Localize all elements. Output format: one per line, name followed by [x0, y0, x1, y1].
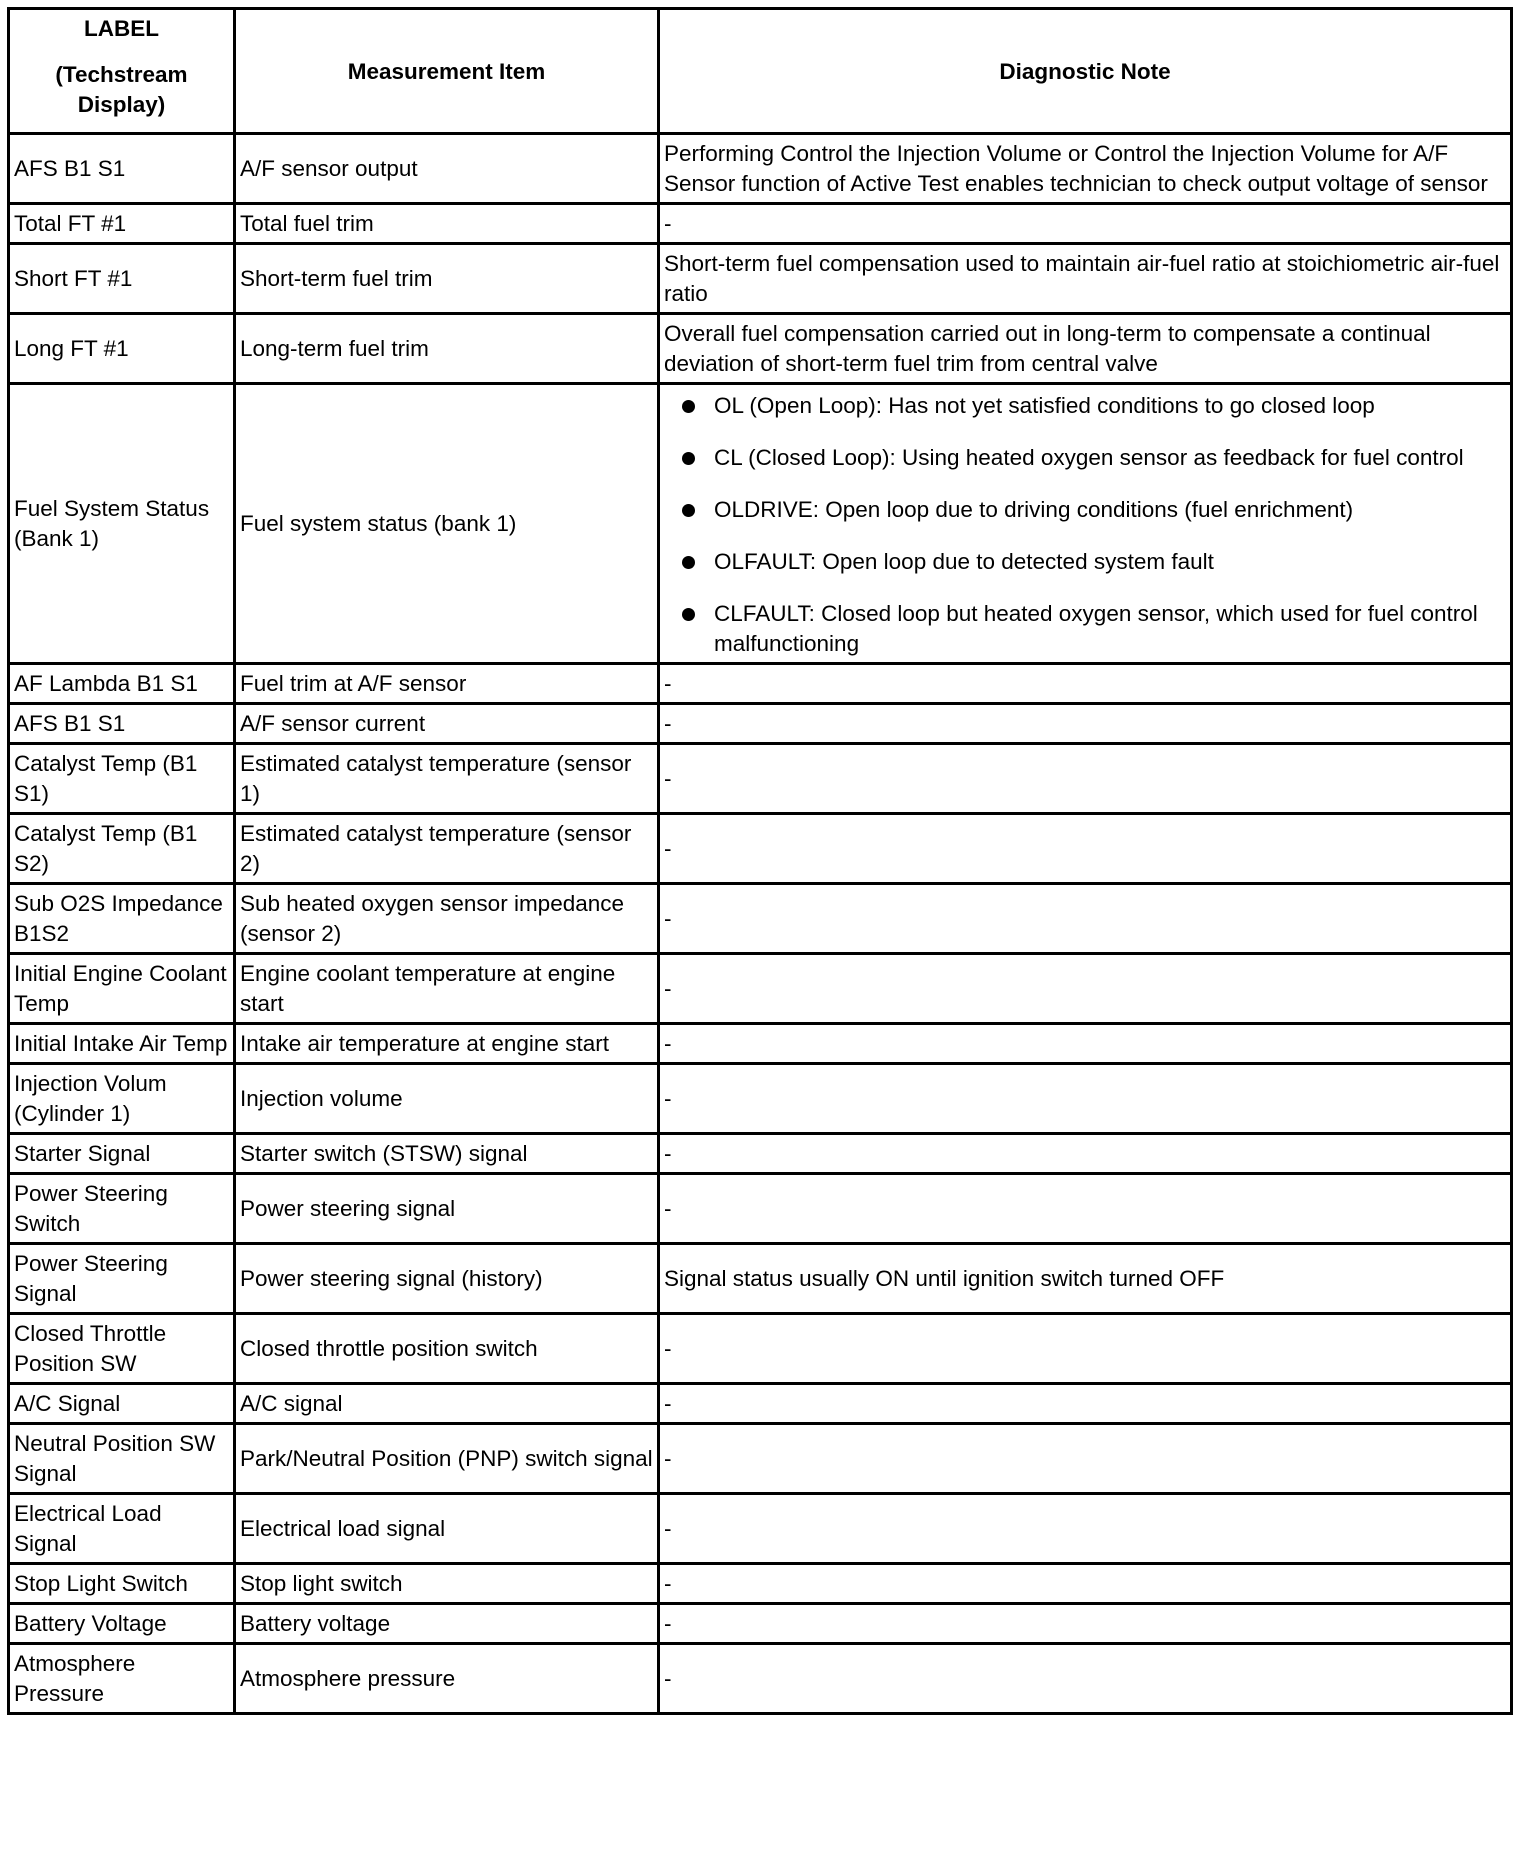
label-cell: Battery Voltage	[9, 1604, 235, 1644]
note-cell: -	[659, 664, 1512, 704]
table-row	[9, 1494, 1512, 1564]
list-item-text: OLDRIVE: Open loop due to driving conditions (fuel enrichment)	[714, 497, 1354, 522]
measurement-cell: Intake air temperature at engine start	[235, 1024, 659, 1064]
label-cell: Injection Volum (Cylinder 1)	[9, 1064, 235, 1134]
label-cell: AFS B1 S1	[9, 134, 235, 204]
note-cell: -	[659, 1174, 1512, 1244]
table-row	[9, 954, 1512, 1024]
table-row	[9, 1644, 1512, 1714]
bullet-icon	[682, 452, 695, 465]
table-row	[9, 1064, 1512, 1134]
measurement-cell: Total fuel trim	[235, 204, 659, 244]
label-cell: Stop Light Switch	[9, 1564, 235, 1604]
table-row	[9, 704, 1512, 744]
note-cell: -	[659, 1064, 1512, 1134]
label-cell: Initial Intake Air Temp	[9, 1024, 235, 1064]
label-cell: Closed Throttle Position SW	[9, 1314, 235, 1384]
label-cell: Short FT #1	[9, 244, 235, 314]
measurement-cell: Engine coolant temperature at engine start	[235, 954, 659, 1024]
note-cell: Performing Control the Injection Volume or Control the Injection Volume for A/F Sensor function of Active Test enables technician to check output voltage of sensor	[659, 134, 1512, 204]
bullet-icon	[682, 504, 695, 517]
measurement-cell: Long-term fuel trim	[235, 314, 659, 384]
label-cell: Electrical Load Signal	[9, 1494, 235, 1564]
note-cell: -	[659, 884, 1512, 954]
list-item-text: CLFAULT: Closed loop but heated oxygen sensor, which used for fuel control malfunctioning	[714, 601, 1478, 656]
measurement-cell: Short-term fuel trim	[235, 244, 659, 314]
table-row	[9, 244, 1512, 314]
label-cell: AFS B1 S1	[9, 704, 235, 744]
table-row	[9, 1024, 1512, 1064]
list-item	[664, 391, 1506, 421]
note-cell: -	[659, 744, 1512, 814]
measurement-cell: Atmosphere pressure	[235, 1644, 659, 1714]
list-item	[664, 599, 1506, 659]
measurement-cell: A/F sensor current	[235, 704, 659, 744]
note-cell: -	[659, 954, 1512, 1024]
measurement-cell: A/F sensor output	[235, 134, 659, 204]
table-row	[9, 1424, 1512, 1494]
note-cell	[659, 384, 1512, 664]
note-cell: -	[659, 1424, 1512, 1494]
note-cell: -	[659, 1564, 1512, 1604]
list-item	[664, 547, 1506, 577]
table-row	[9, 1564, 1512, 1604]
table-row	[9, 664, 1512, 704]
note-cell: -	[659, 1314, 1512, 1384]
measurement-cell: Sub heated oxygen sensor impedance (sensor 2)	[235, 884, 659, 954]
table-row	[9, 884, 1512, 954]
note-cell: -	[659, 1134, 1512, 1174]
table-row	[9, 744, 1512, 814]
note-cell: Short-term fuel compensation used to maintain air-fuel ratio at stoichiometric air-fuel ratio	[659, 244, 1512, 314]
table-row	[9, 314, 1512, 384]
note-cell: -	[659, 814, 1512, 884]
label-cell: Catalyst Temp (B1 S1)	[9, 744, 235, 814]
table-row	[9, 1134, 1512, 1174]
measurement-cell: Fuel trim at A/F sensor	[235, 664, 659, 704]
label-cell: Fuel System Status (Bank 1)	[9, 384, 235, 664]
note-cell: -	[659, 1494, 1512, 1564]
label-cell: Power Steering Signal	[9, 1244, 235, 1314]
note-cell: -	[659, 1604, 1512, 1644]
measurement-cell: Electrical load signal	[235, 1494, 659, 1564]
label-cell: Total FT #1	[9, 204, 235, 244]
table-row	[9, 384, 1512, 664]
header-label-line: LABEL	[84, 16, 159, 41]
fuel-status-list	[664, 391, 1506, 659]
label-cell: Atmosphere Pressure	[9, 1644, 235, 1714]
bullet-icon	[682, 400, 695, 413]
header-measurement-item: Measurement Item	[235, 9, 659, 134]
table-row	[9, 814, 1512, 884]
note-cell: -	[659, 1644, 1512, 1714]
note-cell: -	[659, 1024, 1512, 1064]
measurement-cell: Park/Neutral Position (PNP) switch signal	[235, 1424, 659, 1494]
label-cell: Power Steering Switch	[9, 1174, 235, 1244]
measurement-cell: Stop light switch	[235, 1564, 659, 1604]
bullet-icon	[682, 556, 695, 569]
label-cell: A/C Signal	[9, 1384, 235, 1424]
table-row	[9, 1604, 1512, 1644]
label-cell: Neutral Position SW Signal	[9, 1424, 235, 1494]
header-diagnostic-note: Diagnostic Note	[659, 9, 1512, 134]
table-row	[9, 1244, 1512, 1314]
measurement-cell: Power steering signal	[235, 1174, 659, 1244]
header-row	[9, 9, 1512, 134]
header-label	[9, 9, 235, 134]
measurement-cell: Power steering signal (history)	[235, 1244, 659, 1314]
header-label-line: Display)	[77, 92, 166, 117]
bullet-icon	[682, 608, 695, 621]
note-cell: Signal status usually ON until ignition switch turned OFF	[659, 1244, 1512, 1314]
list-item-text: CL (Closed Loop): Using heated oxygen sensor as feedback for fuel control	[714, 445, 1464, 470]
table-row	[9, 1314, 1512, 1384]
table-row	[9, 1174, 1512, 1244]
header-label-line: (Techstream	[55, 62, 188, 87]
table-row	[9, 204, 1512, 244]
measurement-cell: Fuel system status (bank 1)	[235, 384, 659, 664]
measurement-cell: Estimated catalyst temperature (sensor 1)	[235, 744, 659, 814]
label-cell: AF Lambda B1 S1	[9, 664, 235, 704]
note-cell: -	[659, 1384, 1512, 1424]
measurement-cell: Injection volume	[235, 1064, 659, 1134]
note-cell: -	[659, 204, 1512, 244]
measurement-cell: Closed throttle position switch	[235, 1314, 659, 1384]
label-cell: Long FT #1	[9, 314, 235, 384]
diagnostic-data-table	[7, 7, 1513, 1715]
measurement-cell: Battery voltage	[235, 1604, 659, 1644]
measurement-cell: Starter switch (STSW) signal	[235, 1134, 659, 1174]
note-cell: -	[659, 704, 1512, 744]
list-item	[664, 495, 1506, 525]
measurement-cell: Estimated catalyst temperature (sensor 2)	[235, 814, 659, 884]
measurement-cell: A/C signal	[235, 1384, 659, 1424]
table-row	[9, 134, 1512, 204]
label-cell: Catalyst Temp (B1 S2)	[9, 814, 235, 884]
list-item-text: OLFAULT: Open loop due to detected system fault	[714, 549, 1214, 574]
list-item-text: OL (Open Loop): Has not yet satisfied conditions to go closed loop	[714, 393, 1375, 418]
label-cell: Initial Engine Coolant Temp	[9, 954, 235, 1024]
note-cell: Overall fuel compensation carried out in long-term to compensate a continual deviation of short-term fuel trim from central valve	[659, 314, 1512, 384]
label-cell: Sub O2S Impedance B1S2	[9, 884, 235, 954]
label-cell: Starter Signal	[9, 1134, 235, 1174]
list-item	[664, 443, 1506, 473]
table-row	[9, 1384, 1512, 1424]
